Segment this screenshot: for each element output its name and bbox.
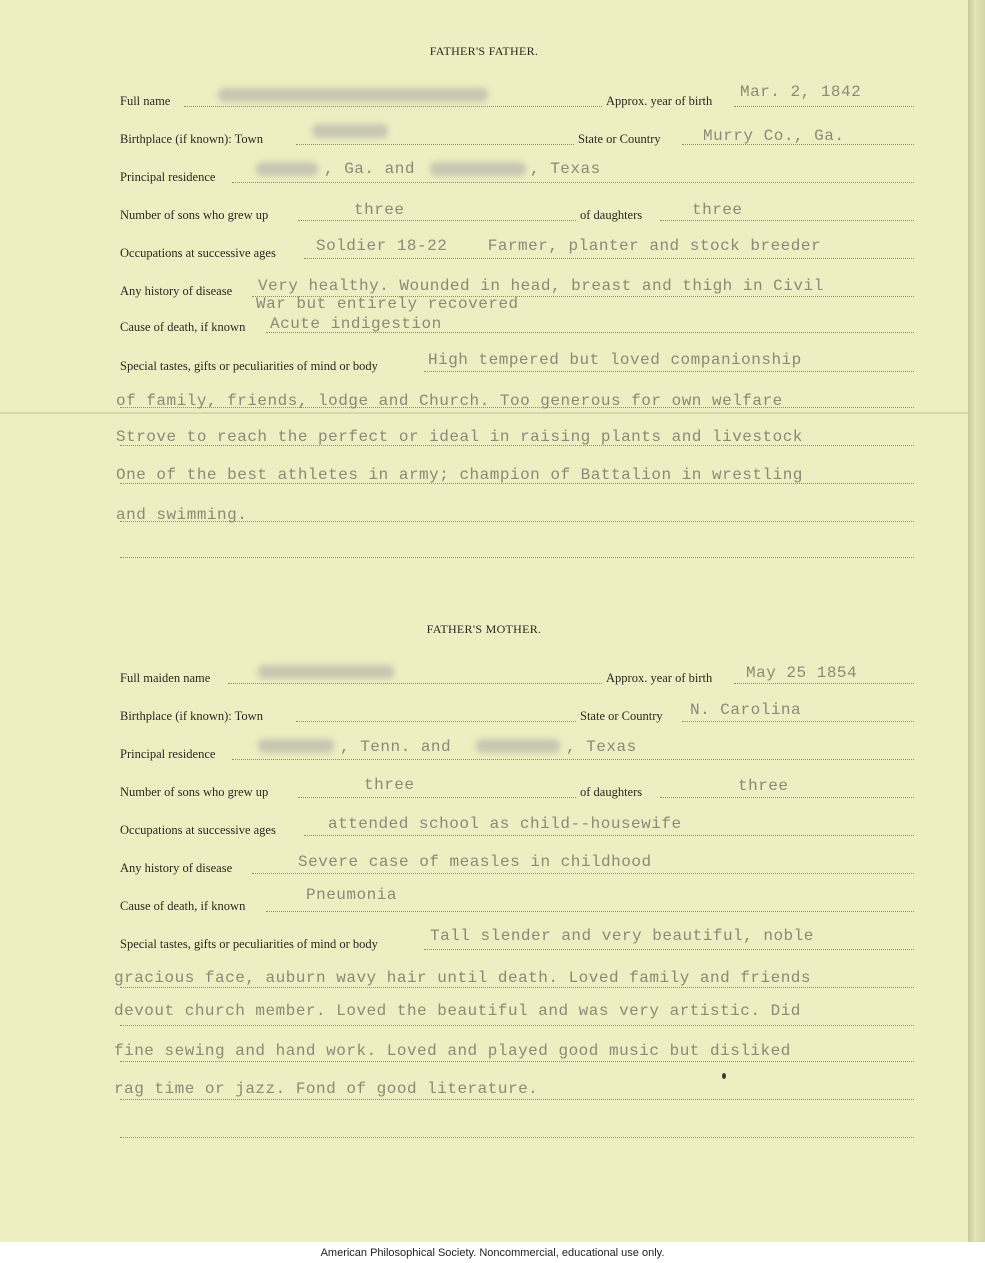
footer-credit: American Philosophical Society. Noncommercial, educational use only.: [320, 1247, 665, 1259]
tastes-value-line-3: Strove to reach the perfect or ideal in raising plants and livestock: [116, 428, 803, 446]
state-line-mother: [682, 721, 914, 722]
tastes-mother-line-1: [424, 949, 914, 950]
tastes-mother-line-4: [120, 1061, 914, 1062]
residence-line-mother: [232, 759, 914, 760]
daughters-line: [660, 220, 914, 221]
state-label: State or Country: [578, 132, 661, 146]
tastes-value-line-5: and swimming.: [116, 506, 248, 524]
occupations-value: Soldier 18-22 Farmer, planter and stock breeder: [316, 237, 822, 255]
tastes-line-1: [424, 371, 914, 372]
redacted-name: [218, 88, 488, 102]
tastes-mother-line-5: [120, 1099, 914, 1100]
occupations-line-mother: [304, 835, 914, 836]
disease-value-line2: War but entirely recovered: [256, 295, 519, 313]
tastes-value-line-4: One of the best athletes in army; champion of Battalion in wrestling: [116, 466, 803, 484]
residence-text-2: , Texas: [530, 160, 601, 178]
residence-text-1: , Ga. and: [324, 160, 415, 178]
state-value: Murry Co., Ga.: [703, 127, 845, 145]
redacted-city-3: [258, 739, 334, 753]
binding-edge: [968, 0, 985, 1242]
birth-year-value-mother: May 25 1854: [746, 664, 858, 682]
residence-text-mother-2: , Texas: [566, 738, 637, 756]
daughters-value-mother: three: [738, 777, 789, 795]
occupations-label: Occupations at successive ages: [120, 246, 276, 260]
residence-label-mother: Principal residence: [120, 747, 216, 761]
disease-value-mother: Severe case of measles in childhood: [298, 853, 652, 871]
full-name-line: [184, 106, 602, 107]
residence-label: Principal residence: [120, 170, 216, 184]
daughters-label-mother: of daughters: [580, 785, 643, 799]
sons-line: [298, 220, 576, 221]
redacted-city-4: [476, 739, 560, 753]
tastes-label: Special tastes, gifts or peculiarities of mind or body: [120, 359, 378, 373]
daughters-label: of daughters: [580, 208, 643, 222]
tastes-mother-line-6: [120, 1137, 914, 1138]
tastes-mother-value-3: devout church member. Loved the beautiful and was very artistic. Did: [114, 1002, 801, 1020]
sons-label-mother: Number of sons who grew up: [120, 785, 269, 799]
tastes-mother-value-2: gracious face, auburn wavy hair until death. Loved family and friends: [114, 969, 812, 987]
death-line-mother: [266, 911, 914, 912]
sons-line-mother: [298, 797, 576, 798]
state-label-mother: State or Country: [580, 709, 663, 723]
state-value-mother: N. Carolina: [690, 701, 802, 719]
sons-value: three: [354, 201, 405, 219]
tastes-line-6: [120, 557, 914, 558]
daughters-line-mother: [660, 797, 914, 798]
redacted-town: [312, 124, 388, 138]
tastes-mother-line-2: [120, 987, 914, 988]
tastes-mother-value-4: fine sewing and hand work. Loved and played good music but disliked: [114, 1042, 791, 1060]
birthplace-line-mother: [296, 721, 576, 722]
birth-year-label: Approx. year of birth: [606, 94, 713, 108]
death-label: Cause of death, if known: [120, 320, 246, 334]
disease-line-mother: [252, 873, 914, 874]
maiden-name-line: [228, 683, 602, 684]
disease-value-line1: Very healthy. Wounded in head, breast and thigh in Civil: [258, 277, 824, 295]
section-heading-fathers-father: FATHER'S FATHER.: [429, 44, 539, 58]
sons-label: Number of sons who grew up: [120, 208, 269, 222]
birth-year-line-mother: [734, 683, 914, 684]
birth-year-label-mother: Approx. year of birth: [606, 671, 713, 685]
redacted-maiden-name: [258, 665, 394, 679]
daughters-value: three: [692, 201, 743, 219]
occupations-line: [304, 258, 914, 259]
death-label-mother: Cause of death, if known: [120, 899, 246, 913]
disease-label: Any history of disease: [120, 284, 233, 298]
ink-speck: [722, 1073, 726, 1079]
birthplace-label: Birthplace (if known): Town: [120, 132, 263, 146]
full-name-label: Full name: [120, 94, 171, 108]
maiden-name-label: Full maiden name: [120, 671, 211, 685]
tastes-mother-value-1: Tall slender and very beautiful, noble: [430, 927, 814, 945]
birthplace-label-mother: Birthplace (if known): Town: [120, 709, 263, 723]
redacted-city-1: [256, 162, 318, 176]
redacted-city-2: [430, 162, 526, 176]
tastes-mother-value-5: rag time or jazz. Fond of good literature.: [114, 1080, 539, 1098]
occupations-label-mother: Occupations at successive ages: [120, 823, 276, 837]
residence-line: [232, 182, 914, 183]
birth-year-line: [734, 106, 914, 107]
page-fold: [0, 412, 968, 414]
death-value-mother: Pneumonia: [306, 886, 397, 904]
birthplace-line: [296, 144, 574, 145]
tastes-mother-line-3: [120, 1025, 914, 1026]
tastes-value-line-1: High tempered but loved companionship: [428, 351, 802, 369]
tastes-value-line-2: of family, friends, lodge and Church. Too generous for own welfare: [116, 392, 783, 410]
birth-year-value: Mar. 2, 1842: [740, 83, 862, 101]
tastes-label-mother: Special tastes, gifts or peculiarities of mind or body: [120, 937, 378, 951]
sons-value-mother: three: [364, 776, 415, 794]
residence-text-mother-1: , Tenn. and: [340, 738, 452, 756]
disease-label-mother: Any history of disease: [120, 861, 233, 875]
death-value: Acute indigestion: [270, 315, 442, 333]
section-heading-fathers-mother: FATHER'S MOTHER.: [426, 622, 542, 636]
occupations-value-mother: attended school as child--housewife: [328, 815, 682, 833]
